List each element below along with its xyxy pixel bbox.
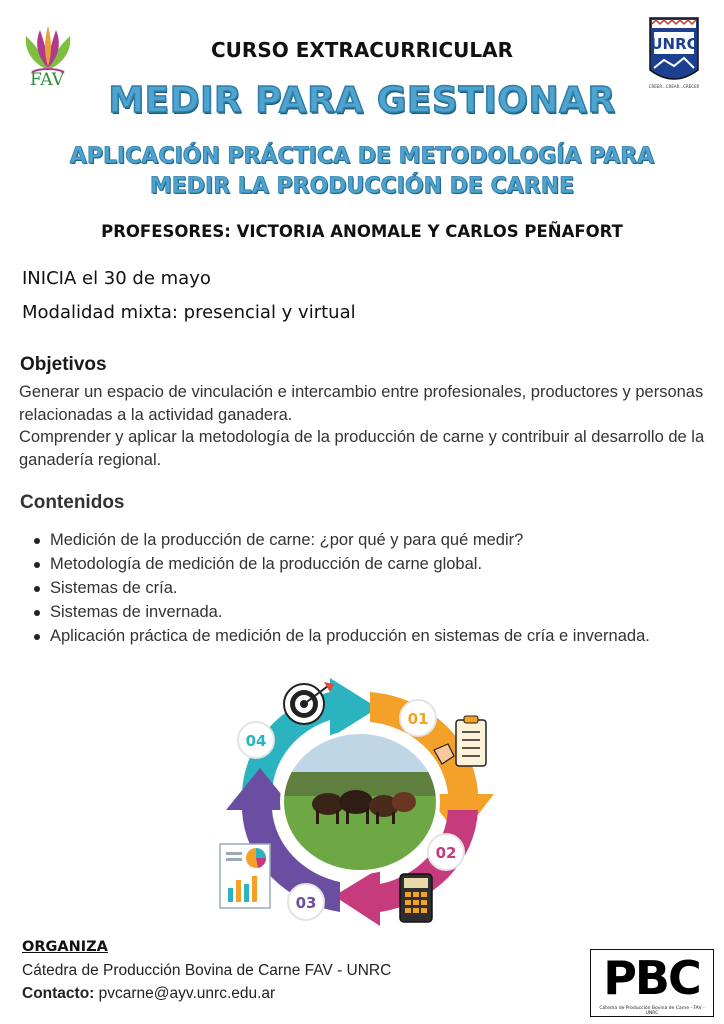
subtitle-line-1: APLICACIÓN PRÁCTICA DE METODOLOGÍA PARA	[69, 144, 655, 169]
report-icon	[220, 844, 270, 908]
course-title: MEDIR PARA GESTIONAR	[108, 80, 616, 121]
objectives-heading: Objetivos	[20, 354, 107, 375]
step-badge-02	[428, 834, 464, 870]
svg-text:02: 02	[435, 844, 457, 862]
objectives-text	[19, 381, 719, 471]
course-kicker: CURSO EXTRACURRICULAR	[211, 38, 513, 62]
pbc-caption: Cátedra de Producción Bovina de Carne - FAV - UNRC	[599, 1006, 705, 1016]
unrc-label: UNRC	[650, 35, 698, 53]
contents-item: Sistemas de cría.	[32, 576, 682, 600]
step-badge-03	[288, 884, 324, 920]
svg-text:04: 04	[245, 732, 267, 750]
organiza-heading: ORGANIZA	[22, 939, 108, 955]
course-mode: Modalidad mixta: presencial y virtual	[22, 302, 356, 323]
contents-item: Medición de la producción de carne: ¿por qué y para qué medir?	[32, 528, 682, 552]
fav-label: FAV	[30, 70, 65, 90]
svg-text:01: 01	[407, 710, 429, 728]
contact-email[interactable]: pvcarne@ayv.unrc.edu.ar	[98, 985, 276, 1002]
contents-heading: Contenidos	[20, 492, 125, 513]
course-subtitle	[40, 142, 684, 202]
contents-list	[32, 528, 682, 648]
unrc-motto: CREER...CREAR...CRECER	[648, 84, 700, 89]
contents-item: Metodología de medición de la producción de carne global.	[32, 552, 682, 576]
professors-line: PROFESORES: VICTORIA ANOMALE Y CARLOS PEÑAFORT	[101, 222, 623, 241]
contents-item: Sistemas de invernada.	[32, 600, 682, 624]
calculator-icon	[400, 874, 432, 922]
objective-1: Generar un espacio de vinculación e intercambio entre profesionales, productores y personas relacionadas a la actividad ganadera.	[19, 383, 704, 424]
pbc-logo-text: PBC	[603, 951, 700, 1005]
contact-line	[22, 985, 275, 1003]
objective-2: Comprender y aplicar la metodología de la producción de carne y contribuir al desarrollo de la ganadería regional.	[19, 428, 705, 469]
svg-text:03: 03	[295, 894, 317, 912]
contact-label: Contacto:	[22, 985, 95, 1002]
pbc-logo	[590, 949, 714, 1017]
process-cycle-graphic	[210, 674, 510, 926]
organizer-name: Cátedra de Producción Bovina de Carne FAV - UNRC	[22, 962, 392, 979]
start-date: INICIA el 30 de mayo	[22, 268, 211, 289]
contents-item: Aplicación práctica de medición de la producción en sistemas de cría e invernada.	[32, 624, 682, 648]
step-badge-01	[400, 700, 436, 736]
step-badge-04	[238, 722, 274, 758]
subtitle-line-2: MEDIR LA PRODUCCIÓN DE CARNE	[149, 174, 575, 199]
